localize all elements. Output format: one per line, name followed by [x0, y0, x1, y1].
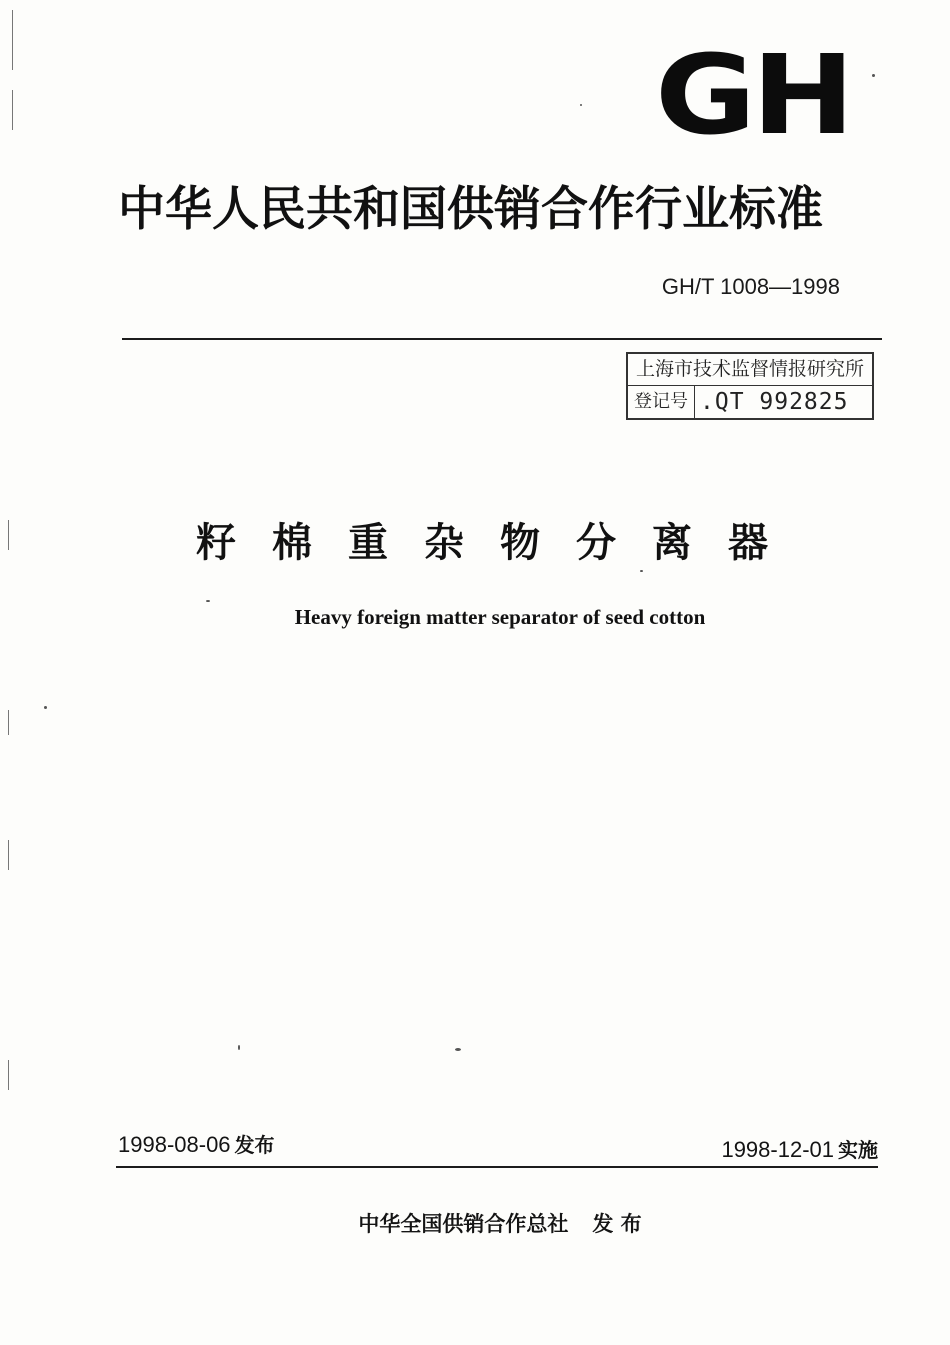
publisher-line: [120, 1208, 880, 1240]
scan-speck: [640, 570, 643, 572]
standard-number: GH/T 1008—1998: [661, 274, 840, 299]
issue-date-value: 1998-08-06: [118, 1132, 231, 1157]
scan-speck: [206, 600, 210, 602]
gh-logo: GH: [655, 31, 851, 159]
document-title-cn: 籽棉重杂物分离器: [196, 520, 804, 566]
implementation-date-value: 1998-12-01: [721, 1137, 834, 1162]
issue-date: [118, 1130, 275, 1160]
scan-edge-mark: [8, 840, 9, 870]
scan-speck: [238, 1045, 240, 1050]
implementation-date-suffix: 实施: [838, 1138, 878, 1162]
scan-speck: [44, 706, 47, 709]
scan-edge-mark: [8, 520, 9, 550]
publisher-name: 中华全国供销合作总社: [358, 1212, 569, 1236]
document-title-en: Heavy foreign matter separator of seed cotton: [294, 605, 706, 629]
registration-stamp: [626, 352, 874, 420]
bottom-divider: [116, 1166, 878, 1168]
scan-edge-mark: [12, 90, 13, 130]
scan-speck: [580, 104, 582, 106]
stamp-registration-row: [628, 386, 872, 418]
issuer-title: 中华人民共和国供销合作行业标准: [118, 182, 823, 237]
scan-edge-mark: [8, 1060, 9, 1090]
scan-edge-mark: [8, 710, 9, 735]
publisher-action: 发 布: [592, 1212, 642, 1236]
stamp-reg-value: .QT 992825: [700, 389, 849, 415]
top-divider: [122, 338, 882, 340]
implementation-date: [721, 1135, 878, 1165]
stamp-institute: 上海市技术监督情报研究所: [628, 354, 872, 386]
issue-date-suffix: 发布: [234, 1133, 275, 1157]
scan-speck: [872, 74, 875, 77]
stamp-reg-label: 登记号: [628, 386, 695, 418]
scan-speck: [455, 1048, 461, 1051]
scan-edge-mark: [12, 10, 13, 70]
